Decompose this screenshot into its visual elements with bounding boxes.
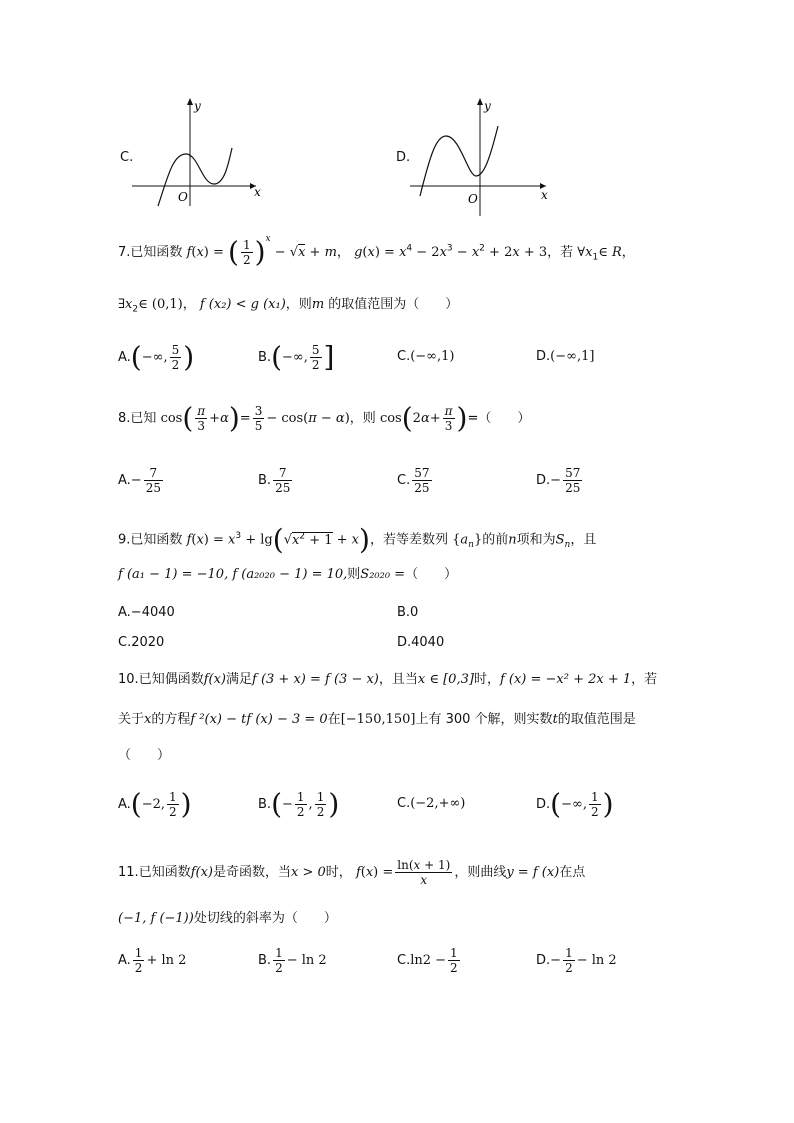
q7-option-b[interactable]: B.(−∞, $\frac{5}{2}$ ] (258, 340, 335, 374)
q10-when: ，且当 (378, 672, 418, 687)
q11-line2 (118, 911, 337, 927)
q11-odd: 是奇函数，当 (213, 865, 292, 880)
q11-option-c[interactable]: C.ln2 − $\frac{1}{2}$ (397, 946, 458, 975)
q7-line2-then: ，则 (285, 297, 312, 312)
graph-c-y-arrow (187, 98, 193, 105)
q10-option-c-label: C. (397, 796, 411, 811)
q11-option-c-label: C. (397, 953, 411, 968)
q11-definition-frac: $\frac{\ln(x + 1)}{x}$ (397, 858, 451, 887)
q10-intro: 已知偶函数 (138, 672, 204, 687)
q9-n: n (508, 532, 517, 548)
graph-d (408, 96, 550, 218)
q10-definition: f (x) = −x² + 2x + 1 (499, 672, 632, 687)
q11-option-c-head: ln2 − (410, 953, 447, 968)
q9-end: ，且 (570, 532, 597, 548)
q11-then: ，则曲线 (454, 865, 507, 880)
q11-option-b-label: B. (258, 953, 272, 968)
q7-comma1: ， (336, 245, 350, 260)
q8-option-b[interactable]: B. $\frac{7}{25}$ (258, 466, 291, 495)
q11-at: 在点 (559, 865, 586, 880)
q7-exists: ∃x (118, 297, 133, 312)
graph-c-origin-text: O (178, 190, 188, 204)
graph-d-y-text: y (484, 99, 491, 113)
q8-intro: 已知 (130, 411, 157, 426)
q8-option-b-label: B. (258, 473, 272, 488)
q11-option-a-label: A. (118, 953, 131, 968)
q10-line1 (118, 672, 657, 688)
q7-option-b-label: B. (258, 350, 272, 365)
q10-time: 时， (473, 672, 500, 687)
graph-d-x-text: x (541, 188, 548, 202)
q7-inequality: f (x₂) < g (x₁) (199, 297, 286, 312)
q11-condition: x > 0 (291, 865, 326, 880)
q11-option-a-tail: + ln 2 (146, 953, 187, 968)
graph-d-y-arrow (477, 98, 483, 105)
q8-option-d[interactable]: D.− $\frac{57}{25}$ (536, 466, 581, 495)
q8-option-a-label: A. (118, 473, 131, 488)
q7-forall: ∀x (577, 245, 593, 260)
q7-line2-sep: ， (182, 297, 196, 312)
q10-option-d[interactable]: D.(−∞, $\frac{1}{2}$ ) (536, 787, 614, 821)
q10-x: x (144, 712, 152, 727)
q7-option-d[interactable] (536, 349, 594, 365)
q11-point: (−1, f (−1)) (118, 911, 194, 926)
q7-m: m (311, 297, 325, 312)
q7-frac-half: $\frac{1}{2}$ (242, 238, 251, 267)
q8-mid: ，则 (349, 411, 376, 426)
graph-c (128, 96, 263, 208)
q9-option-c[interactable]: C.2020 (118, 635, 165, 650)
q8-option-a[interactable]: A.− $\frac{7}{25}$ (118, 466, 161, 495)
q10-domain: x ∈ [0,3] (417, 672, 474, 687)
q9-then: 则 (347, 567, 361, 582)
q11-time: 时， (325, 865, 352, 880)
q9-sn: S (555, 532, 565, 548)
q11-option-b-tail: − ln 2 (286, 953, 327, 968)
q10-interval: [−150,150] (340, 712, 416, 727)
q10-symmetry: f (3 + x) = f (3 − x) (252, 672, 379, 687)
q7-option-c-value: (−∞,1) (410, 349, 455, 364)
q7-line2-end: 的取值范围为（ ） (324, 297, 459, 312)
q9-sum: S₂₀₂₀ = (360, 567, 406, 582)
q7-option-d-label: D. (536, 349, 551, 364)
q10-solutions: 上有 300 个解，则实数 (415, 712, 553, 727)
q9-mid2: 的前 (482, 532, 509, 548)
q7-line1: 7.已知函数 f(x) = ( $\frac{1}{2}$ )$^x$ − √x + m， $g(x) = x^4 - 2x^3 - x^2 + 2x + 3$，若 $\forall x_1\in$ R， (118, 233, 635, 269)
q9-option-a[interactable]: A.−4040 (118, 605, 175, 620)
q8-option-d-label: D. (536, 473, 551, 488)
q11-option-a[interactable]: A. $\frac{1}{2}$ + ln 2 (118, 946, 187, 975)
q9-line2 (118, 567, 457, 583)
q11-number: 11. (118, 865, 139, 880)
q11-option-b[interactable]: B. $\frac{1}{2}$ − ln 2 (258, 946, 327, 975)
q7-option-a-label: A. (118, 350, 131, 365)
q8-number: 8. (118, 411, 131, 426)
q9-number: 9. (118, 532, 131, 548)
q10-option-b-label: B. (258, 797, 272, 812)
q9-paren: （ ） (405, 567, 458, 582)
q9-intro: 已知函数 (130, 532, 183, 548)
q10-paren: （ ） (118, 748, 171, 763)
q8-option-c-label: C. (397, 473, 411, 488)
q9-option-d[interactable]: D.4040 (397, 635, 445, 650)
q10-option-c[interactable] (397, 796, 465, 812)
q11-option-d[interactable]: D.− $\frac{1}{2}$ − ln 2 (536, 946, 617, 975)
q10-if: ，若 (631, 672, 658, 687)
graph-c-curve (158, 148, 232, 206)
q11-option-d-tail: − ln 2 (576, 953, 617, 968)
graph-c-x-text: x (254, 185, 261, 199)
q7-number: 7. (118, 245, 131, 260)
q10-t: t (552, 712, 558, 727)
q7-option-c-label: C. (397, 349, 411, 364)
q10-about: 关于 (118, 712, 145, 727)
q11-option-d-label: D. (536, 953, 551, 968)
q11-line1: 11.已知函数f(x)是奇函数，当x > 0时， f(x) = $\frac{\ln(x + 1)}{x}$ ，则曲线y = f (x)在点 (118, 858, 586, 887)
graph-c-y-text: y (194, 99, 201, 113)
q7-option-d-value: (−∞,1] (550, 349, 595, 364)
q10-equation: f ²(x) − tf (x) − 3 = 0 (190, 712, 328, 727)
q10-equation-word: 的方程 (151, 712, 191, 727)
q7-sep: ，若 (547, 245, 574, 260)
q10-number: 10. (118, 672, 139, 687)
q10-satisfy: 满足 (226, 672, 253, 687)
q11-intro: 已知函数 (138, 865, 191, 880)
q9-line1: 9.已知函数 $f(x) = x^3 + \lg(√x^2 + 1 + x)$，若等差数列 $\{a_n\}$的前n项和为$S_n$，且 (118, 523, 597, 556)
q7-exists-in: ∈ (0,1) (138, 297, 183, 312)
q7-option-c[interactable] (397, 349, 455, 365)
q10-option-d-label: D. (536, 797, 551, 812)
q9-mid: ，若等差数列 (369, 532, 448, 548)
q7-f-def: f (186, 245, 192, 260)
q10-line2 (118, 712, 636, 728)
q10-range: 的取值范围是 (557, 712, 636, 727)
q10-on: 在 (327, 712, 341, 727)
q8-option-c[interactable]: C. $\frac{57}{25}$ (397, 466, 430, 495)
q7-option-a[interactable]: A.(−∞, $\frac{5}{2}$ ) (118, 340, 195, 374)
q11-line2-end: 处切线的斜率为（ ） (193, 911, 337, 926)
graph-d-origin-text: O (468, 192, 478, 206)
q9-conditions: f (a₁ − 1) = −10, f (a₂₀₂₀ − 1) = 10, (118, 567, 348, 582)
q10-fx: f(x) (203, 672, 226, 687)
q10-option-a-label: A. (118, 797, 131, 812)
q11-fx: f(x) (190, 865, 213, 880)
q11-curve: y = f (x) (506, 865, 560, 880)
q7-comma2: ， (621, 245, 635, 260)
q9-mid3: 项和为 (516, 532, 556, 548)
graph-c-label: C. (120, 150, 134, 165)
graph-d-label: D. (396, 150, 411, 165)
q8-end: =（ ） (467, 411, 531, 426)
q7-intro: 已知函数 (130, 245, 183, 260)
q8-line1: 8.已知 cos( $\frac{\pi}{3}$ +α)= $\frac{3}{5}$ − cos(π − α)，则 cos(2α+ $\frac{\pi}{3}$ )=（ ） (118, 401, 531, 435)
q7-in-r: ∈ R (598, 245, 622, 260)
q9-option-b[interactable]: B.0 (397, 605, 419, 620)
q10-option-a[interactable]: A.(−2, $\frac{1}{2}$ ) (118, 787, 192, 821)
q10-option-c-value: (−2,+∞) (410, 796, 466, 811)
q10-option-b[interactable]: B.(− $\frac{1}{2}$ , $\frac{1}{2}$ ) (258, 787, 340, 821)
q7-line2: $\exists x_2\in$ (0,1)， f (x₂) < g (x₁)，则m 的取值范围为（ ） (118, 297, 459, 315)
